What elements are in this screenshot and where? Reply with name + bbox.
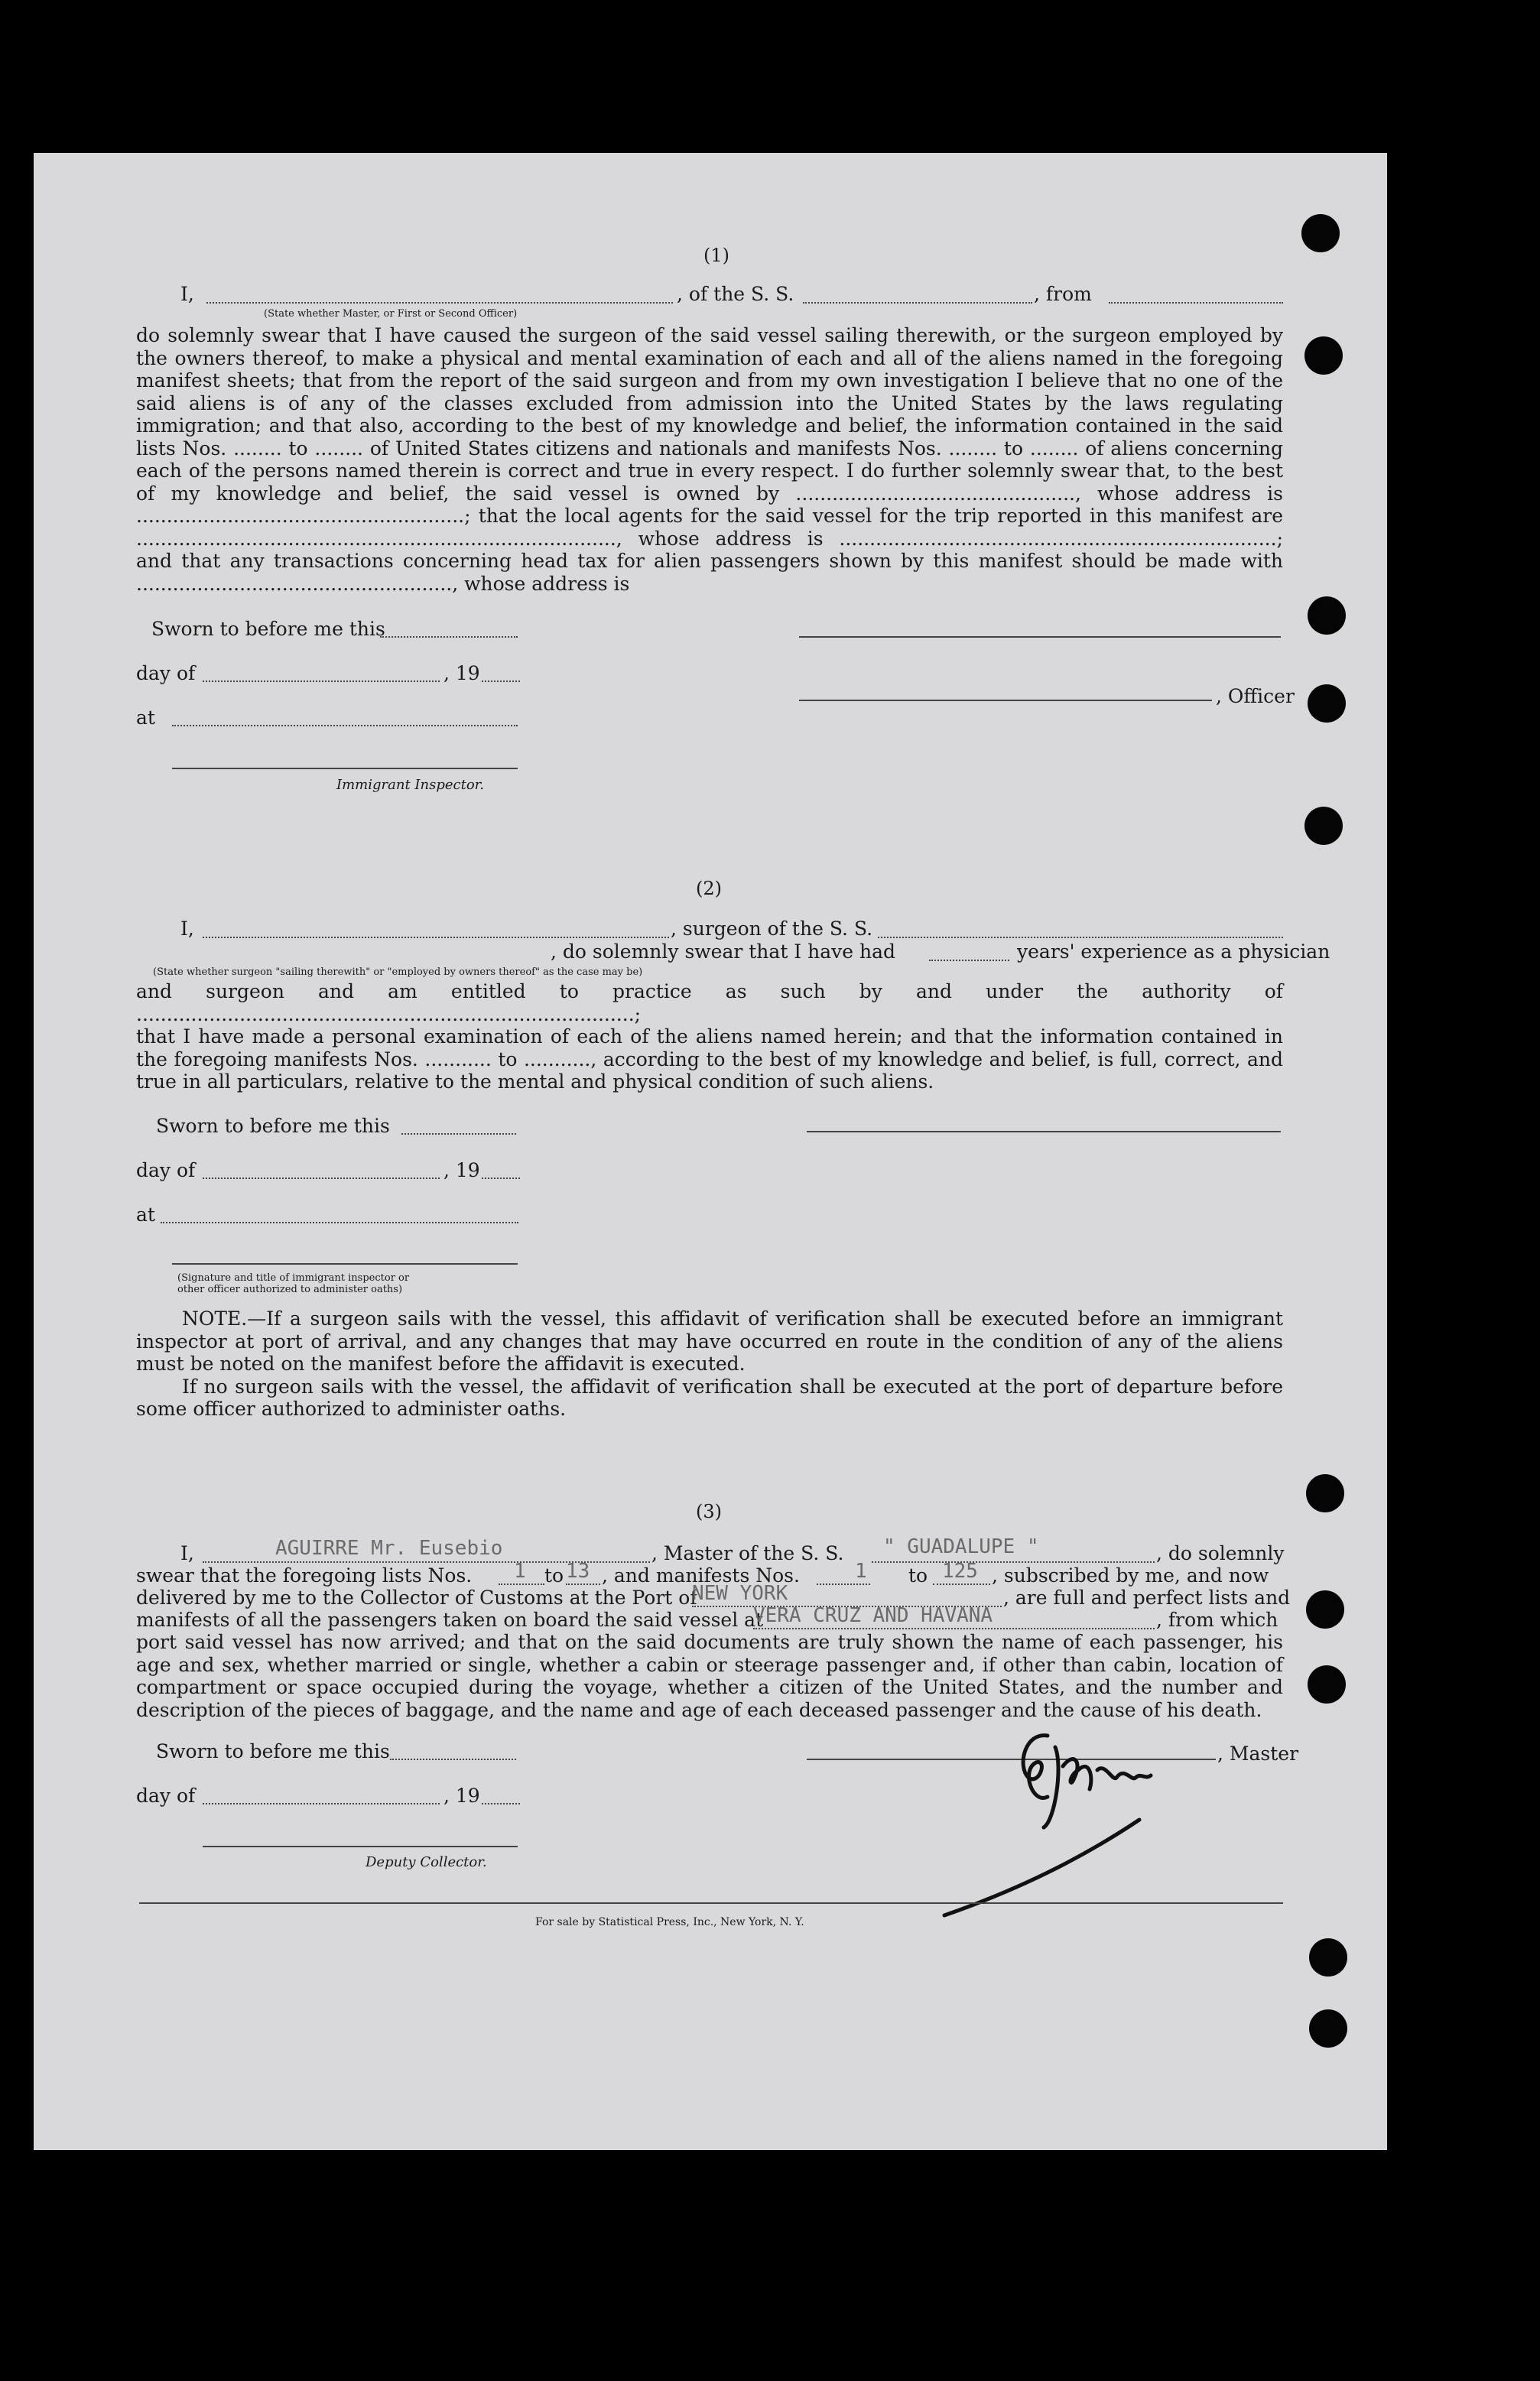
section-3-swear-lists: swear that the foregoing lists Nos. (136, 1564, 473, 1587)
section-1-oath-text: do solemnly swear that I have caused the surgeon of the said vessel sailing therewith, or the surgeon employed by the owners thereof, to make a physical and mental examination of each and all of the aliens named in the foregoing manifest sheets; that from the report of the said surgeon and from my own investigation I believe that no one of the said aliens is of any of the classes excluded from admission into the United States by the laws regulating immigration; and that also, according to the best of my knowledge and belief, the information contained in the said lists Nos. ........ to ........ of United States citizens and nationals and manifests Nos. ........ to ........ of aliens concerning each of the persons named therein is correct and true in every respect. I do further solemnly swear that, to the best of my knowledge and belief, the said vessel is owned by .............................................., whose address is ......................................................; that the local agents for the said vessel for the trip reported in this manifest are ..............................................................................., whose address is ........................................................................; and that any transactions concerning head tax for alien passengers shown by this manifest should be made with ...................................................., whose address is (136, 324, 1283, 595)
list-to-blank[interactable] (566, 1584, 600, 1585)
section-2-sworn: Sworn to before me this (156, 1115, 390, 1137)
section-2-examination-text: that I have made a personal examination of each of the aliens named herein; and that the information contained in the foregoing manifests Nos. ........... to ..........., according to the best of my knowledge and belief, is full, correct, and true in all particulars, relative to the mental and physical condition of such aliens. (136, 1025, 1283, 1093)
port-of-arrival-value: NEW YORK (692, 1582, 788, 1605)
section-2-notes (136, 1307, 1283, 1421)
punch-hole (1309, 2009, 1347, 2048)
section-1-sworn: Sworn to before me this (151, 618, 385, 640)
section-2-i: I, (180, 918, 194, 940)
section-3-heading: (3) (696, 1501, 722, 1522)
note-no-surgeon: If no surgeon sails with the vessel, the affidavit of verification shall be executed at the port of departure before some officer authorized to administer oaths. (136, 1375, 1283, 1420)
section-2-body (136, 980, 1283, 1093)
section-3-subscribed: , subscribed by me, and now (992, 1564, 1269, 1587)
manifest-from-value: 1 (855, 1560, 867, 1583)
officer-signature-line-a[interactable] (799, 636, 1281, 638)
manifest-from-blank[interactable] (817, 1584, 870, 1585)
manifest-to-value: 125 (942, 1560, 978, 1583)
section-2-nineteen: , 19 (443, 1159, 480, 1181)
section-3-to-2: to (908, 1564, 928, 1587)
section-1-heading: (1) (703, 245, 729, 266)
footer-rule (139, 1902, 1283, 1904)
section-3-day-of: day of (136, 1785, 196, 1807)
section-3-master: , Master (1217, 1743, 1299, 1765)
section-1-of-ss: , of the S. S. (677, 283, 794, 305)
section-2-at: at (136, 1203, 155, 1226)
officer-signature-line-b[interactable] (799, 700, 1212, 701)
punch-hole (1304, 336, 1343, 375)
master-signature (941, 1705, 1216, 1919)
punch-hole (1304, 807, 1343, 845)
section-3-sworn: Sworn to before me this (156, 1740, 390, 1762)
section-3-from-which: , from which (1156, 1609, 1278, 1631)
punch-hole (1308, 596, 1346, 635)
section-2-day-of: day of (136, 1159, 196, 1181)
ship-name-value: " GUADALUPE " (883, 1535, 1039, 1558)
inspector-signature-line[interactable] (172, 768, 518, 769)
year-blank-3[interactable] (482, 1803, 520, 1804)
section-1-day-of: day of (136, 662, 196, 684)
surgeon-name-blank[interactable] (203, 937, 669, 938)
section-1-from: , from (1034, 283, 1092, 305)
section-1-caption: (State whether Master, or First or Second Officer) (264, 308, 518, 320)
section-2-heading: (2) (696, 878, 722, 899)
list-from-blank[interactable] (499, 1584, 544, 1585)
year-blank-1[interactable] (482, 681, 520, 682)
section-3-delivered: delivered by me to the Collector of Customs at the Port of (136, 1587, 697, 1609)
section-2-surgeon-of: , surgeon of the S. S. (671, 918, 873, 940)
section-3-master-of: , Master of the S. S. (651, 1542, 844, 1564)
officer-signature-line-2[interactable] (172, 1263, 518, 1265)
master-ship-blank[interactable] (872, 1561, 1155, 1563)
years-blank[interactable] (929, 960, 1009, 961)
section-1-officer: , Officer (1216, 685, 1295, 707)
section-2-authority-text: and surgeon and am entitled to practice as such by and under the authority of ..................................................................................; (136, 980, 1283, 1025)
section-2-do-swear: , do solemnly swear that I have had (551, 940, 896, 963)
master-name-value: AGUIRRE Mr. Eusebio (275, 1537, 503, 1560)
list-from-value: 1 (514, 1560, 526, 1583)
place-blank-1[interactable] (172, 725, 518, 726)
signature-caption-line-1: (Signature and title of immigrant inspector or (177, 1272, 410, 1284)
section-1-i: I, (180, 283, 194, 305)
section-3-to-1: to (544, 1564, 564, 1587)
from-port-blank[interactable] (1109, 302, 1283, 304)
surgeon-ship-blank[interactable] (878, 937, 1283, 938)
punch-hole (1308, 684, 1346, 723)
section-1-body (136, 324, 1283, 595)
section-3-are-full: , are full and perfect lists and (1003, 1587, 1291, 1609)
section-3-do-solemnly: , do solemnly (1156, 1542, 1285, 1564)
section-3-and-manifests: , and manifests Nos. (602, 1564, 800, 1587)
sworn-date-blank-3[interactable] (390, 1759, 516, 1760)
list-to-value: 13 (566, 1560, 590, 1583)
section-2-caption: (State whether surgeon "sailing therewith" or "employed by owners thereof" as the case may be) (153, 966, 643, 978)
section-1-at: at (136, 707, 155, 729)
bleed-through (260, 226, 271, 247)
immigrant-inspector-caption: Immigrant Inspector. (336, 777, 485, 793)
manifest-to-blank[interactable] (933, 1584, 990, 1585)
section-3-nineteen: , 19 (443, 1785, 480, 1807)
year-blank-2[interactable] (482, 1178, 520, 1179)
day-blank-3[interactable] (203, 1803, 440, 1804)
printer-imprint: For sale by Statistical Press, Inc., New York, N. Y. (535, 1916, 804, 1928)
punch-hole (1306, 1474, 1344, 1512)
place-blank-2[interactable] (161, 1222, 518, 1223)
departure-port-blank[interactable] (753, 1628, 1155, 1629)
section-3-i: I, (180, 1542, 194, 1564)
day-blank-1[interactable] (203, 681, 440, 682)
sworn-date-blank-2[interactable] (401, 1133, 516, 1135)
day-blank-2[interactable] (203, 1178, 440, 1179)
section-3-declaration-text: port said vessel has now arrived; and that on the said documents are truly shown the name of each passenger, his age and sex, whether married or single, whether a cabin or steerage passenger and, if other than cabin, location of compartment or space occupied during the voyage, whether a citizen of the United States, and the number and description of the pieces of baggage, and the name and age of each deceased passenger and the cause of his death. (136, 1631, 1283, 1721)
signature-caption-line-2: other officer authorized to administer oaths) (177, 1284, 403, 1295)
punch-hole (1309, 1938, 1347, 1977)
section-1-nineteen: , 19 (443, 662, 480, 684)
surgeon-signature-line[interactable] (807, 1131, 1281, 1132)
deputy-collector-caption: Deputy Collector. (366, 1854, 487, 1870)
ship-name-blank[interactable] (803, 302, 1032, 304)
punch-hole (1306, 1590, 1344, 1629)
punch-hole (1301, 214, 1340, 252)
deputy-collector-line[interactable] (203, 1846, 518, 1847)
section-2-years: years' experience as a physician (1017, 940, 1330, 963)
sworn-date-blank-1[interactable] (380, 636, 518, 638)
note-surgeon-sails: NOTE.—If a surgeon sails with the vessel, this affidavit of verification shall be executed before an immigrant inspector at port of arrival, and any changes that may have occurred en route in the condition of any of the aliens must be noted on the manifest before the affidavit is executed. (136, 1307, 1283, 1375)
punch-hole (1308, 1665, 1346, 1704)
departure-port-value: VERA CRUZ AND HAVANA (753, 1604, 993, 1627)
section-3-manifests-of: manifests of all the passengers taken on board the said vessel at (136, 1609, 764, 1631)
